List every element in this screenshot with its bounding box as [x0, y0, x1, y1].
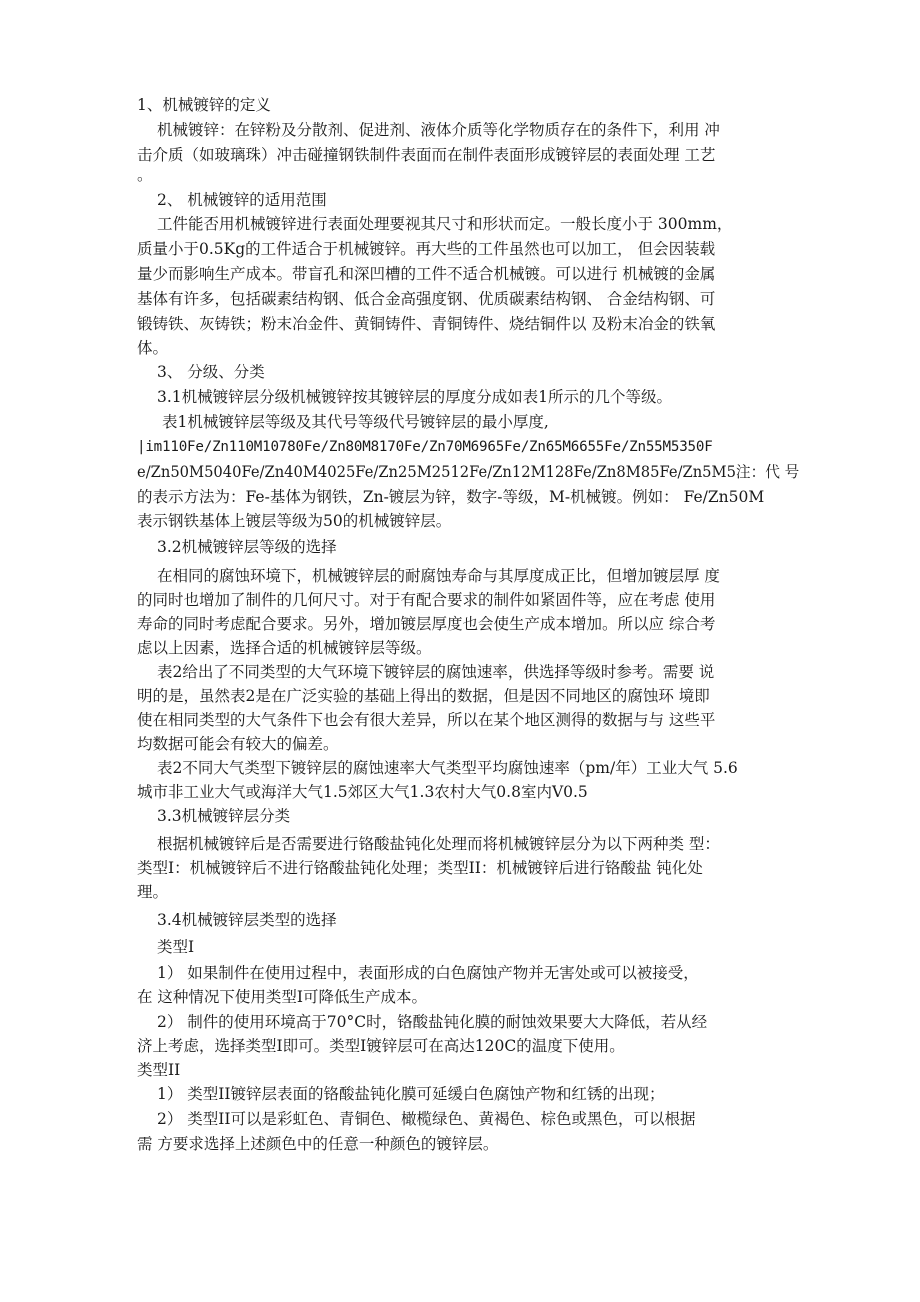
paragraph-line: 的表示方法为：Fe-基体为钢铁，Zn-镀层为锌，数字-等级，M-机械镀。例如： Fe/Zn50M — [137, 488, 765, 506]
table-1-data: |im110Fe/Zn110M10780Fe/Zn80M8170Fe/Zn70M6965Fe/Zn65M6655Fe/Zn55M5350F — [137, 439, 713, 455]
list-item: 1） 类型II镀锌层表面的铬酸盐钝化膜可延缓白色腐蚀产物和红锈的出现； — [157, 1085, 665, 1103]
list-item-continuation: 在 这种情况下使用类型I可降低生产成本。 — [137, 988, 428, 1006]
paragraph-line: 理。 — [137, 883, 169, 901]
section-2-heading: 2、 机械镀锌的适用范围 — [157, 191, 327, 209]
paragraph-line: 使在相同类型的大气条件下也会有很大差异，所以在某个地区测得的数据与与 这些平 — [137, 711, 716, 729]
subsection-3-2: 3.2机械镀锌层等级的选择 — [157, 538, 337, 556]
subsection-3-1: 3.1机械镀锌层分级机械镀锌按其镀锌层的厚度分成如表1所示的几个等级。 — [157, 388, 673, 406]
paragraph-line: 机械镀锌：在锌粉及分散剂、促进剂、液体介质等化学物质存在的条件下，利用 冲 — [157, 121, 720, 139]
paragraph-line: 均数据可能会有较大的偏差。 — [137, 735, 339, 753]
paragraph-line: 工件能否用机械镀锌进行表面处理要视其尺寸和形状而定。一般长度小于 300mm， — [157, 215, 733, 233]
paragraph-line: 明的是，虽然表2是在广泛实验的基础上得出的数据，但是因不同地区的腐蚀环 境即 — [137, 687, 710, 705]
list-item-continuation: 济上考虑，选择类型I即可。类型I镀锌层可在高达120C的温度下使用。 — [137, 1037, 625, 1055]
paragraph-line: 寿命的同时考虑配合要求。另外，增加镀层厚度也会使生产成本增加。所以应 综合考 — [137, 615, 716, 633]
table-1-caption: 表1机械镀锌层等级及其代号等级代号镀锌层的最小厚度, — [162, 413, 549, 431]
section-3-heading: 3、 分级、分类 — [157, 363, 265, 381]
list-item: 2） 制件的使用环境高于70°C时，铬酸盐钝化膜的耐蚀效果要大大降低，若从经 — [157, 1013, 708, 1031]
subsection-3-3: 3.3机械镀锌层分类 — [157, 807, 291, 825]
paragraph-line: 量少而影响生产成本。带盲孔和深凹槽的工件不适合机械镀。可以进行 机械镀的金属 — [137, 265, 716, 283]
paragraph-line: 的同时也增加了制件的几何尺寸。对于有配合要求的制件如紧固件等，应在考虑 使用 — [137, 591, 716, 609]
paragraph-line: 击介质（如玻璃珠）冲击碰撞钢铁制件表面而在制件表面形成镀锌层的表面处理 工艺 — [137, 146, 716, 164]
table-1-data: e/Zn50M5040Fe/Zn40M4025Fe/Zn25M2512Fe/Zn12M128Fe/Zn8M85Fe/Zn5M5注：代 号 — [137, 463, 800, 481]
list-item-continuation: 需 方要求选择上述颜色中的任意一种颜色的镀锌层。 — [137, 1135, 499, 1153]
type-ii-heading: 类型II — [137, 1061, 181, 1079]
paragraph-line: 。 — [137, 166, 153, 184]
paragraph-line: 基体有许多，包括碳素结构钢、低合金高强度钢、优质碳素结构钢、 合金结构钢、可 — [137, 290, 716, 308]
list-item: 1） 如果制件在使用过程中，表面形成的白色腐蚀产物并无害处或可以被接受， — [157, 964, 699, 982]
paragraph-line: 表2给出了不同类型的大气环境下镀锌层的腐蚀速率，供选择等级时参考。需要 说 — [157, 663, 715, 681]
subsection-3-4: 3.4机械镀锌层类型的选择 — [157, 911, 337, 929]
paragraph-line: 表示钢铁基体上镀层等级为50的机械镀锌层。 — [137, 512, 452, 530]
table-2-caption: 表2不同大气类型下镀锌层的腐蚀速率大气类型平均腐蚀速率（pm/年）工业大气 5.6 — [157, 759, 738, 777]
paragraph-line: 体。 — [137, 339, 169, 357]
list-item: 2） 类型II可以是彩虹色、青铜色、橄榄绿色、黄褐色、棕色或黑色，可以根据 — [157, 1110, 696, 1128]
paragraph-line: 类型I：机械镀锌后不进行铬酸盐钝化处理；类型II：机械镀锌后进行铬酸盐 钝化处 — [137, 859, 703, 877]
section-1-heading: 1、机械镀锌的定义 — [137, 96, 271, 114]
paragraph-line: 在相同的腐蚀环境下，机械镀锌层的耐腐蚀寿命与其厚度成正比，但增加镀层厚 度 — [157, 567, 720, 585]
table-2-data: 城市非工业大气或海洋大气1.5郊区大气1.3农村大气0.8室内V0.5 — [137, 783, 588, 801]
paragraph-line: 根据机械镀锌后是否需要进行铬酸盐钝化处理而将机械镀锌层分为以下两种类 型： — [157, 835, 720, 853]
type-i-heading: 类型I — [157, 938, 195, 956]
paragraph-line: 虑以上因素，选择合适的机械镀锌层等级。 — [137, 639, 432, 657]
paragraph-line: 质量小于0.5Kg的工件适合于机械镀锌。再大些的工件虽然也可以加工， 但会因装载 — [137, 240, 716, 258]
paragraph-line: 锻铸铁、灰铸铁；粉末冶金件、黄铜铸件、青铜铸件、烧结铜件以 及粉末冶金的铁氧 — [137, 315, 716, 333]
